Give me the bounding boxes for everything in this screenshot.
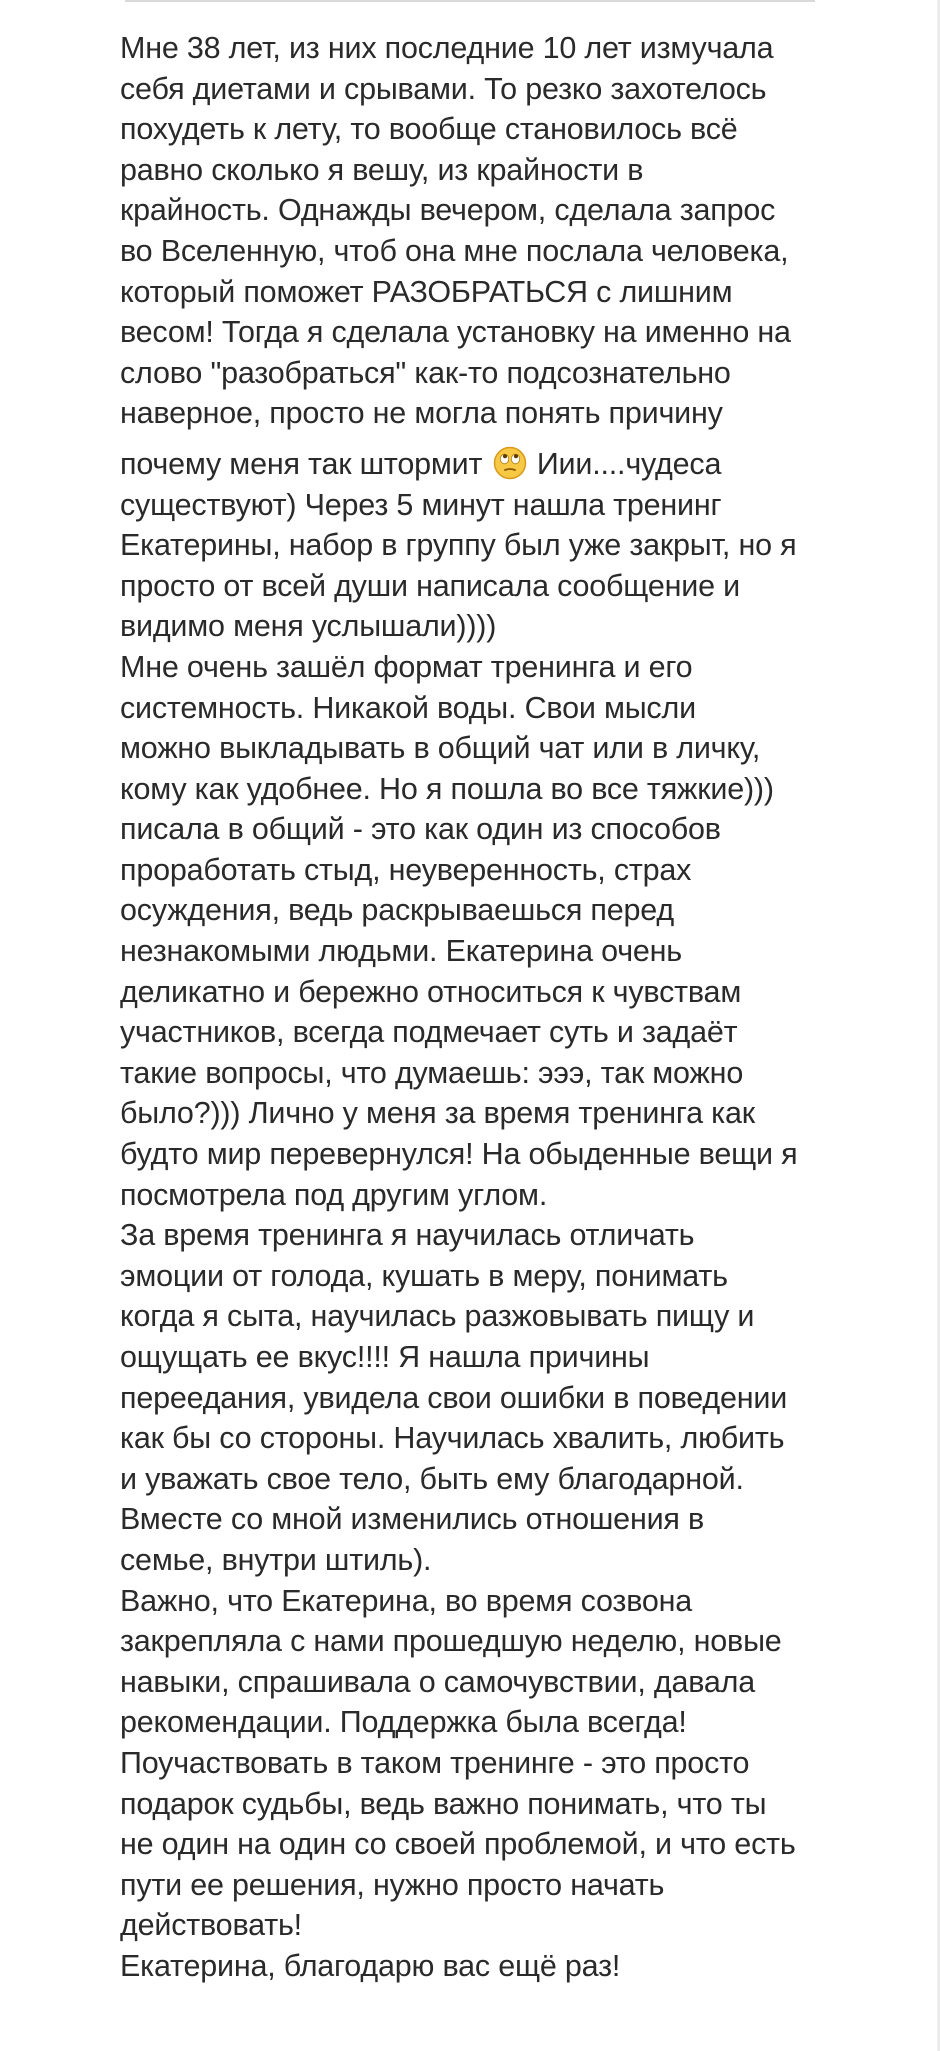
message-line: За время тренинга я научилась отличать bbox=[120, 1218, 695, 1253]
message-line: будто мир перевернулся! На обыденные вещи я bbox=[120, 1137, 798, 1172]
message-line: существуют) Через 5 минут нашла тренинг bbox=[120, 487, 722, 522]
message-line: системность. Никакой воды. Свои мысли bbox=[120, 690, 696, 725]
message-line: когда я сыта, научилась разжовывать пищу и bbox=[120, 1299, 755, 1334]
message-line: Важно, что Екатерина, во время созвона bbox=[120, 1583, 693, 1618]
message-line: можно выкладывать в общий чат или в личку, bbox=[120, 731, 761, 766]
message-line: во Вселенную, чтоб она мне послала человека, bbox=[120, 233, 789, 268]
message-line-part: почему меня так штормит bbox=[120, 446, 483, 481]
message-line: рекомендации. Поддержка была всегда! bbox=[120, 1705, 687, 1740]
message-line: семье, внутри штиль). bbox=[120, 1542, 432, 1577]
message-line: кому как удобнее. Но я пошла во все тяжкие))) bbox=[120, 771, 774, 806]
message-line: подарок судьбы, ведь важно понимать, что ты bbox=[120, 1786, 767, 1821]
message-line: видимо меня услышали)))) bbox=[120, 609, 497, 644]
message-line: похудеть к лету, то вообще становилось всё bbox=[120, 112, 738, 147]
message-line-with-emoji bbox=[120, 444, 910, 485]
message-line: Мне очень зашёл формат тренинга и его bbox=[120, 649, 693, 684]
message-line: пути ее решения, нужно просто начать bbox=[120, 1867, 665, 1902]
message-line-part: Иии....чудеса bbox=[536, 446, 722, 481]
message-line: который поможет РАЗОБРАТЬСЯ с лишним bbox=[120, 274, 733, 309]
message-line: и уважать свое тело, быть ему благодарной. bbox=[120, 1461, 744, 1496]
message-line: закрепляла с нами прошедшую неделю, новые bbox=[120, 1624, 782, 1659]
message-line: Екатерины, набор в группу был уже закрыт, но я bbox=[120, 528, 797, 563]
message-line: слово "разобраться" как-то подсознательно bbox=[120, 355, 731, 390]
message-line: крайность. Однажды вечером, сделала запрос bbox=[120, 193, 776, 228]
message-line: Мне 38 лет, из них последние 10 лет измучала bbox=[120, 31, 774, 65]
message-line: незнакомыми людьми. Екатерина очень bbox=[120, 934, 682, 969]
message-line: такие вопросы, что думаешь: эээ, так можно bbox=[120, 1055, 744, 1090]
message-line: равно сколько я вешу, из крайности в bbox=[120, 152, 644, 187]
message-line: ощущать ее вкус!!!! Я нашла причины bbox=[120, 1340, 650, 1374]
message-line: просто от всей души написала сообщение и bbox=[120, 568, 740, 603]
message-line: деликатно и бережно относиться к чувствам bbox=[120, 974, 742, 1009]
message-line: писала в общий - это как один из способов bbox=[120, 812, 721, 847]
message-line: действовать! bbox=[120, 1908, 302, 1943]
message-line: участников, всегда подмечает суть и задаёт bbox=[120, 1015, 738, 1050]
message-line: переедания, увидела свои ошибки в поведении bbox=[120, 1380, 788, 1415]
rolling-eyes-emoji-icon bbox=[493, 446, 527, 480]
message-line: было?))) Лично у меня за время тренинга как bbox=[120, 1096, 755, 1131]
message-line: не один на один со своей проблемой, и что есть bbox=[120, 1827, 796, 1862]
message-line: Екатерина, благодарю вас ещё раз! bbox=[120, 1948, 621, 1983]
message-line: эмоции от голода, кушать в меру, понимать bbox=[120, 1258, 728, 1293]
message-line: наверное, просто не могла понять причину bbox=[120, 396, 723, 431]
message-line: навыки, спрашивала о самочувствии, давала bbox=[120, 1664, 756, 1699]
message-line: посмотрела под другим углом. bbox=[120, 1177, 548, 1212]
message-line: как бы со стороны. Научилась хвалить, любить bbox=[120, 1421, 785, 1456]
message-line: весом! Тогда я сделала установку на именно на bbox=[120, 315, 791, 350]
message-line: Вместе со мной изменились отношения в bbox=[120, 1502, 705, 1537]
message-line: Поучаствовать в таком тренинге - это просто bbox=[120, 1745, 750, 1780]
message-line: себя диетами и срывами. То резко захотелось bbox=[120, 71, 767, 106]
message-line: проработать стыд, неуверенность, страх bbox=[120, 852, 692, 887]
message-text bbox=[120, 28, 910, 1987]
message-line: осуждения, ведь раскрываешься перед bbox=[120, 893, 674, 928]
top-divider bbox=[125, 0, 815, 2]
